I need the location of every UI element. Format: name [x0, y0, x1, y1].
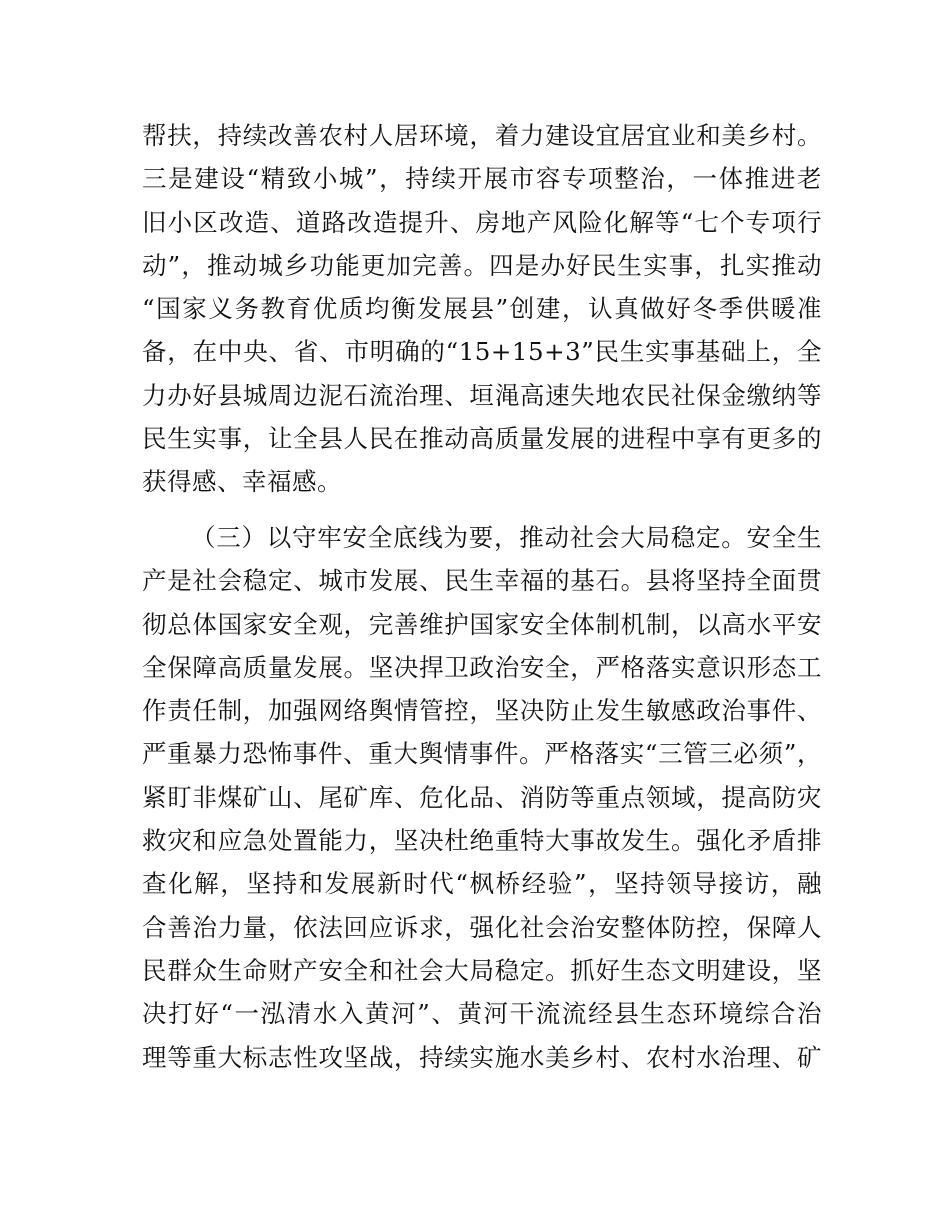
paragraph-2	[142, 516, 822, 1079]
paragraph-line: 动”，推动城乡功能更加完善。四是办好民生实事，扎实推动	[142, 250, 822, 280]
section-heading-line: （三）以守牢安全底线为要，推动社会大局稳定。安全生	[191, 523, 822, 552]
paragraph-1	[142, 114, 822, 504]
paragraph-line: 决打好“一泓清水入黄河”、黄河干流流经县生态环境综合治	[142, 999, 822, 1029]
paragraph-line: 严重暴力恐怖事件、重大舆情事件。严格落实“三管三必须”，	[142, 739, 822, 769]
paragraph-line: 彻总体国家安全观，完善维护国家安全体制机制，以高水平安	[142, 609, 822, 639]
paragraph-line: 作责任制，加强网络舆情管控，坚决防止发生敏感政治事件、	[142, 696, 822, 726]
paragraph-line: 民群众生命财产安全和社会大局稳定。抓好生态文明建设，坚	[142, 955, 822, 985]
paragraph-line: 民生实事，让全县人民在推动高质量发展的进程中享有更多的	[142, 424, 822, 454]
paragraph-line: 帮扶，持续改善农村人居环境，着力建设宜居宜业和美乡村。	[142, 121, 822, 150]
paragraph-line: 查化解，坚持和发展新时代“枫桥经验”，坚持领导接访，融	[142, 869, 822, 899]
paragraph-line: 全保障高质量发展。坚决捍卫政治安全，严格落实意识形态工	[142, 652, 822, 682]
paragraph-line: 救灾和应急处置能力，坚决杜绝重特大事故发生。强化矛盾排	[142, 826, 822, 856]
paragraph-line: 备，在中央、省、市明确的“15+15+3”民生实事基础上，全	[142, 337, 822, 367]
paragraph-line: 获得感、幸福感。	[142, 467, 342, 497]
paragraph-line: 合善治力量，依法回应诉求，强化社会治安整体防控，保障人	[142, 912, 822, 942]
paragraph-line: 紧盯非煤矿山、尾矿库、危化品、消防等重点领域，提高防灾	[142, 782, 822, 812]
paragraph-line: 产是社会稳定、城市发展、民生幸福的基石。县将坚持全面贯	[142, 566, 822, 596]
paragraph-line: 力办好县城周边泥石流治理、垣渑高速失地农民社保金缴纳等	[142, 380, 822, 410]
paragraph-line: 理等重大标志性攻坚战，持续实施水美乡村、农村水治理、矿	[142, 1042, 822, 1072]
paragraph-line: 旧小区改造、道路改造提升、房地产风险化解等“七个专项行	[142, 207, 822, 237]
paragraph-line: 三是建设“精致小城”，持续开展市容专项整治，一体推进老	[142, 164, 822, 194]
paragraph-line: “国家义务教育优质均衡发展县”创建，认真做好冬季供暖准	[142, 294, 822, 324]
